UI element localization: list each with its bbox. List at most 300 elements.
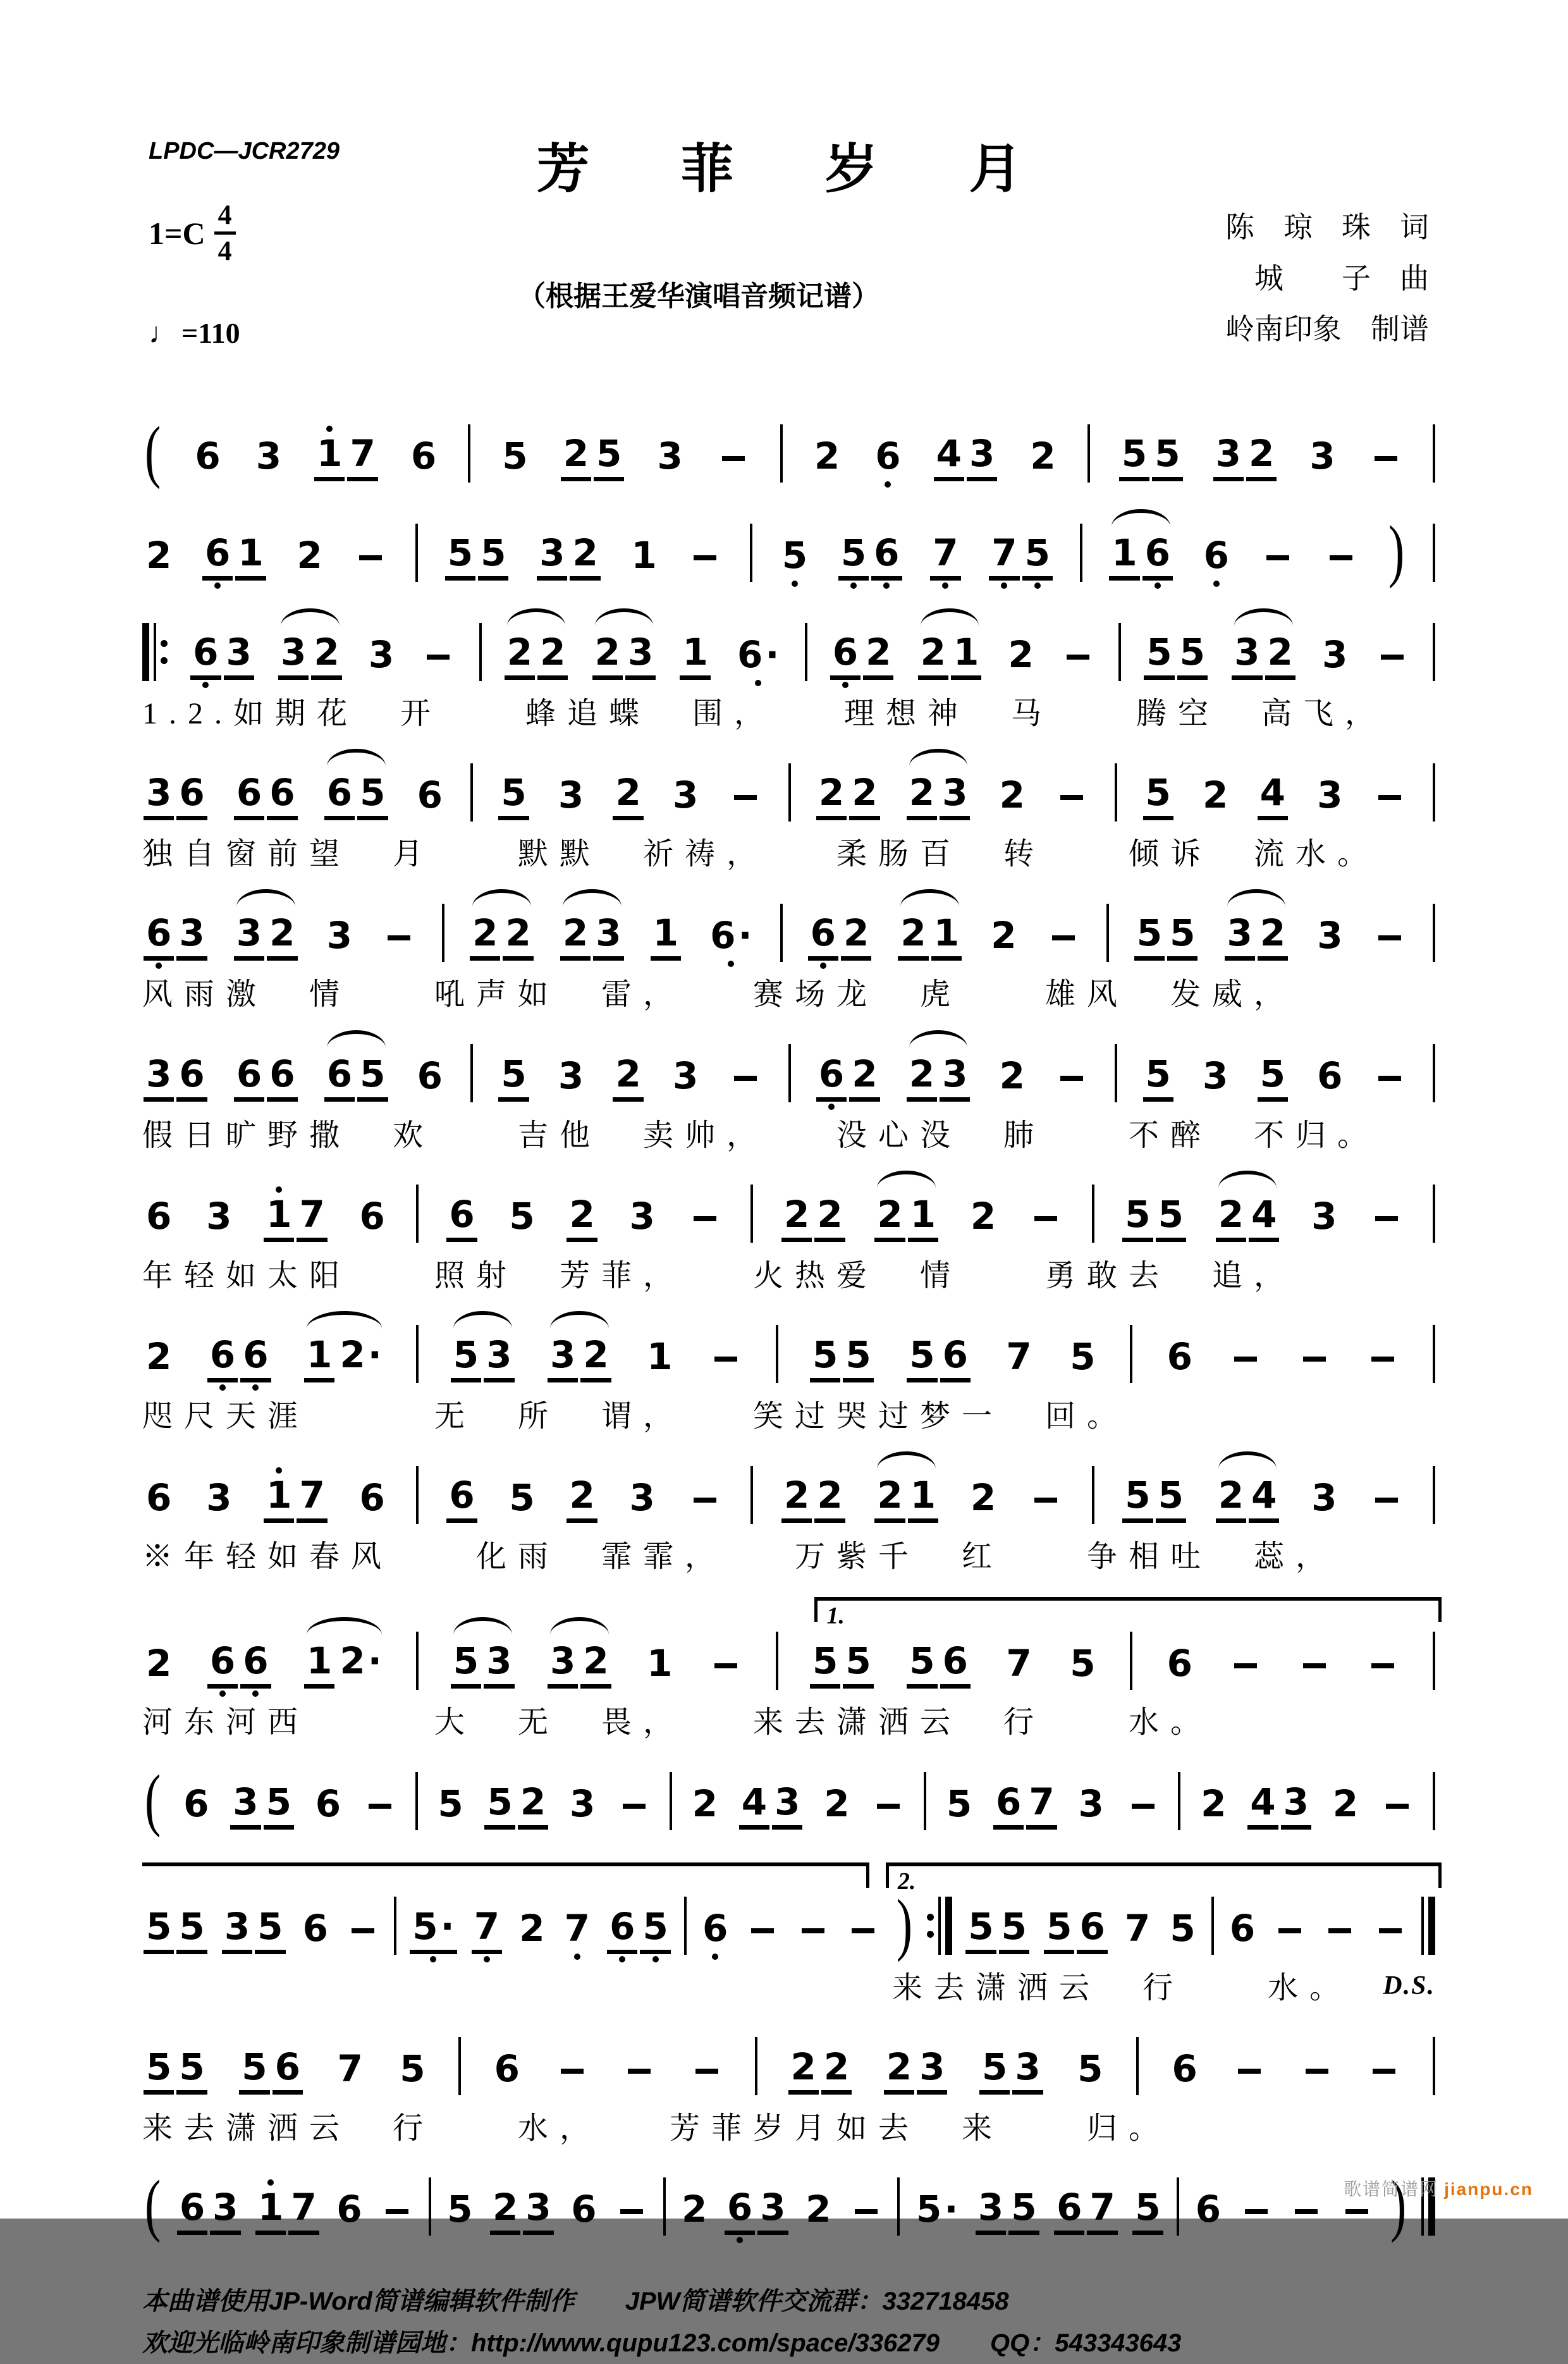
note	[593, 903, 623, 971]
octave-dot-below-icon	[619, 1956, 625, 1962]
slurred-note-group	[591, 608, 658, 690]
note	[907, 763, 937, 830]
note-digit: 5	[1143, 773, 1173, 820]
note-digit: 3	[230, 1782, 260, 1830]
note-digit: 5	[1156, 1195, 1186, 1242]
dash-icon	[1060, 1076, 1083, 1081]
note-group	[1308, 1173, 1340, 1250]
note	[570, 523, 600, 591]
lyrics-line: 假日旷野撒 欢 吉他 卖帅， 没心没 肺 不醉 不归。	[142, 1118, 1380, 1152]
note-digit: 5	[843, 1335, 873, 1382]
note-group	[505, 1454, 538, 1531]
note-digit: 5	[144, 2047, 174, 2095]
slurred-note-group	[917, 608, 983, 690]
note	[700, 1899, 730, 1962]
note-group	[626, 1454, 659, 1531]
octave-dot-below-icon	[828, 1104, 835, 1110]
note-digit: 6	[571, 2188, 597, 2231]
note-digit: 5	[1258, 1054, 1288, 1102]
barline-icon	[1433, 524, 1435, 582]
barline-icon	[470, 1044, 473, 1102]
note-group	[567, 2165, 600, 2243]
octave-dot-below-icon	[202, 682, 209, 688]
dash-group	[688, 2041, 726, 2086]
barline-icon	[1130, 1325, 1132, 1383]
octave-dot-below-icon	[1001, 582, 1007, 589]
note-digit: 1	[631, 533, 657, 577]
note-group	[987, 892, 1020, 969]
dash-group	[707, 1635, 745, 1681]
note-group	[678, 2165, 711, 2243]
note	[446, 1465, 477, 1533]
music-system	[142, 1171, 1435, 1293]
note	[445, 523, 475, 591]
note	[1122, 1465, 1153, 1533]
note	[1067, 1634, 1098, 1697]
note-digit: 4	[934, 434, 964, 481]
time-numerator: 4	[214, 201, 236, 235]
slurred-note-group	[303, 1311, 386, 1393]
slurred-note-group	[1108, 509, 1174, 591]
note	[1247, 1772, 1278, 1840]
note-group	[1306, 412, 1338, 489]
note	[415, 765, 445, 828]
dash-icon	[1379, 1928, 1402, 1933]
note-group	[434, 1760, 467, 1837]
note	[505, 622, 535, 690]
note	[968, 1468, 998, 1531]
note	[451, 1325, 481, 1393]
note-digit: 5	[1008, 2188, 1039, 2235]
barline-icon	[788, 1044, 791, 1102]
score-footer	[142, 2281, 1435, 2364]
note	[1198, 1774, 1228, 1837]
note	[334, 2039, 365, 2102]
note-group	[293, 512, 326, 589]
rest-dash	[554, 2055, 590, 2086]
note	[484, 1631, 514, 1699]
note-group	[1199, 1032, 1232, 1109]
note-group	[1074, 1760, 1107, 1837]
note-digit: 3	[1317, 913, 1343, 957]
note-group	[202, 1454, 235, 1531]
note-digit: 3	[144, 1054, 174, 1102]
note	[470, 903, 500, 971]
slurred-note-group	[503, 608, 570, 690]
note	[548, 1325, 578, 1393]
dash-group	[1027, 1470, 1065, 1515]
note-digit: 6	[146, 1475, 172, 1519]
note-digit: 2	[1216, 1195, 1246, 1242]
rest-dash	[1228, 1649, 1263, 1681]
note-digit: 6	[240, 1335, 271, 1382]
note	[357, 763, 388, 830]
note-group	[1066, 1313, 1099, 1390]
note-group	[1074, 2025, 1106, 2102]
dash-icon	[386, 2209, 408, 2214]
note	[914, 2179, 960, 2243]
note-digit: 5	[502, 434, 528, 477]
note-digit: 2	[146, 1335, 172, 1379]
rest-dash	[1232, 2055, 1267, 2086]
note	[523, 2177, 553, 2245]
note-group	[1226, 1885, 1259, 1962]
note-group	[323, 892, 356, 969]
dash-icon	[734, 795, 757, 800]
note-digit: 1	[647, 1335, 673, 1379]
note-digit: 5	[357, 773, 388, 820]
note-digit: 2	[1216, 1475, 1246, 1523]
note	[1067, 1327, 1098, 1390]
note-digit: 6	[1167, 1335, 1192, 1379]
note	[294, 526, 324, 589]
dash-icon	[1371, 1357, 1394, 1362]
rest-dash	[1375, 641, 1410, 672]
volta-label: 2.	[897, 1868, 916, 1895]
note-digit: 6 ·	[737, 632, 780, 676]
dash-icon	[1234, 1357, 1257, 1362]
note-group	[313, 410, 379, 491]
note-digit: 2	[874, 1475, 905, 1523]
note	[654, 426, 685, 489]
barline-icon	[1087, 424, 1090, 483]
barline-icon	[470, 763, 473, 822]
octave-dot-below-icon	[755, 680, 761, 686]
note-digit: 3	[558, 773, 584, 816]
note-digit: 6	[830, 632, 861, 680]
note-digit: 3	[1311, 1475, 1337, 1519]
note-digit: 2	[490, 2188, 520, 2235]
repeat-dots-icon	[161, 640, 168, 664]
note	[1177, 622, 1208, 690]
dash-group	[1364, 1329, 1402, 1374]
note-digit: 1	[1109, 533, 1139, 581]
paren-close: )	[896, 1885, 913, 1963]
note-digit: 3	[537, 533, 567, 581]
note	[204, 1468, 234, 1531]
note-group	[1142, 1030, 1175, 1112]
note-digit: 7	[1006, 1335, 1032, 1379]
note-group	[536, 509, 602, 591]
note-digit: 6	[190, 632, 221, 680]
note-group	[964, 1883, 1031, 1964]
note-group	[1066, 1620, 1099, 1697]
dash-group	[686, 1470, 724, 1515]
note	[940, 1325, 971, 1393]
barline-thin	[938, 1897, 941, 1955]
note-group	[229, 1758, 295, 1840]
composer-credit: 城 子 曲	[1254, 262, 1429, 295]
credits-block	[1225, 202, 1429, 355]
note-digit: 3	[548, 1641, 578, 1689]
slurred-note-group	[323, 1030, 389, 1112]
note-digit: 6	[446, 1195, 477, 1242]
note-digit: 2	[863, 632, 893, 680]
dash-group	[620, 2041, 658, 2086]
note-group	[505, 1173, 538, 1250]
note	[176, 1897, 207, 1964]
note	[1122, 1899, 1153, 1962]
rest-dash	[1372, 781, 1407, 813]
note-digit: 6	[725, 2188, 755, 2235]
slurred-note-group	[1215, 1171, 1281, 1252]
dash-group	[380, 908, 418, 953]
note-digit: 5	[478, 533, 508, 581]
note	[830, 622, 861, 690]
note-digit: 6	[940, 1641, 971, 1689]
rest-dash	[1297, 1343, 1332, 1374]
octave-dot-below-icon	[156, 963, 162, 969]
note	[594, 424, 624, 491]
note-digit: 2	[1201, 1782, 1227, 1825]
note-digit: 2	[580, 1335, 611, 1382]
note-digit: 3	[757, 2188, 788, 2235]
dash-icon	[694, 555, 716, 560]
note-digit: 5	[1170, 1907, 1196, 1950]
note	[1314, 1046, 1345, 1109]
rest-dash	[1322, 1914, 1357, 1946]
note-digit: 2	[907, 1054, 937, 1102]
barline-icon	[416, 1466, 419, 1524]
barline-thin	[1421, 1897, 1424, 1955]
note	[451, 1631, 481, 1699]
note	[918, 622, 948, 690]
note-group	[1131, 2164, 1164, 2245]
note-group	[142, 1030, 209, 1112]
notes-line	[142, 1171, 1435, 1252]
music-system	[142, 509, 1435, 591]
note-group	[445, 1451, 478, 1533]
note-group	[180, 1760, 212, 1837]
note	[204, 1186, 234, 1250]
dash-group	[1271, 1900, 1309, 1946]
note	[965, 1897, 996, 1964]
note-digit: 5	[357, 1054, 388, 1102]
note	[324, 1044, 355, 1112]
note	[498, 763, 529, 830]
dash-group	[1373, 627, 1411, 672]
barline-icon	[1433, 1466, 1435, 1524]
note-group	[933, 410, 999, 491]
note-digit: 2	[999, 773, 1025, 816]
note-digit: 7	[564, 1907, 591, 1950]
note-digit: 6	[177, 2188, 207, 2235]
note	[1134, 903, 1165, 971]
note-digit: 6	[410, 434, 437, 477]
note-digit: 5	[447, 2188, 473, 2231]
note-digit: 3	[967, 434, 997, 481]
barline-icon	[780, 424, 783, 483]
note-group	[611, 749, 644, 830]
note-group	[566, 1760, 599, 1837]
note-group	[413, 751, 446, 828]
note	[1200, 1046, 1230, 1109]
note-digit: 2	[311, 632, 341, 680]
note-digit: 5	[640, 1907, 670, 1954]
barline-icon	[1433, 2037, 1435, 2095]
dash-group	[686, 527, 724, 573]
octave-dot-below-icon	[942, 582, 948, 589]
note	[273, 2037, 303, 2105]
note-group	[1308, 1454, 1340, 1531]
note-digit: 5	[1122, 1195, 1153, 1242]
note	[288, 2177, 319, 2245]
note	[1075, 2039, 1105, 2102]
rest-dash	[353, 541, 388, 573]
dash-group	[1371, 1900, 1409, 1946]
note-digit: 2	[884, 2047, 914, 2095]
note-group	[815, 749, 881, 830]
note-digit: 5 ·	[410, 1907, 456, 1954]
note	[898, 903, 928, 971]
note-digit: 1	[304, 1335, 334, 1382]
note-digit: 5	[451, 1335, 481, 1382]
note	[517, 1899, 547, 1962]
note-group	[561, 1885, 594, 1962]
octave-dot-above-icon	[326, 426, 333, 432]
note-digit: 2	[561, 434, 591, 481]
octave-dot-below-icon	[820, 963, 826, 969]
rest-dash	[708, 1649, 744, 1681]
note-group	[1163, 1620, 1196, 1697]
dash-icon	[1373, 2069, 1395, 2074]
note-digit: 5	[509, 1475, 535, 1519]
note-digit: 7	[1124, 1907, 1151, 1950]
note-digit: 5	[907, 1335, 937, 1382]
note-digit: 2	[537, 632, 568, 680]
barline-icon	[1178, 1772, 1180, 1830]
dash-group	[686, 1188, 724, 1234]
lyrics-line: 1.2.如期花 开 蜂追蝶 围， 理想神 马 腾空 高飞，	[142, 697, 1387, 730]
barline-icon	[897, 2177, 900, 2236]
music-system	[142, 1758, 1435, 1840]
octave-dot-below-icon	[252, 1384, 259, 1391]
note-group	[142, 889, 209, 971]
note	[1143, 1044, 1173, 1112]
note-group	[142, 1173, 175, 1250]
note	[873, 426, 903, 489]
note-digit: 3	[206, 1195, 232, 1238]
rest-dash	[379, 2195, 415, 2227]
note-digit: 6	[1317, 1054, 1343, 1098]
note-digit: 2	[613, 1054, 643, 1102]
rest-dash	[687, 1202, 723, 1234]
dash-icon	[1034, 1216, 1057, 1221]
note	[230, 1772, 260, 1840]
octave-dot-below-icon	[842, 682, 848, 688]
music-system	[142, 2164, 1435, 2245]
time-signature	[214, 201, 236, 265]
note	[357, 1468, 388, 1531]
rest-dash	[728, 1062, 763, 1093]
note-digit: 2	[849, 1054, 879, 1102]
note-digit: 2	[849, 773, 879, 820]
note	[1281, 1772, 1311, 1840]
note	[234, 903, 264, 971]
note	[1054, 2177, 1084, 2245]
note-group	[333, 2165, 365, 2243]
note	[1258, 763, 1288, 830]
note	[627, 1468, 658, 1531]
note-group	[871, 412, 904, 489]
dash-icon	[561, 2069, 584, 2074]
note-digit: 2	[613, 773, 643, 820]
note-group	[649, 889, 682, 971]
barline-icon	[416, 1632, 419, 1690]
note	[264, 1465, 294, 1533]
note	[908, 1185, 938, 1252]
note	[207, 1325, 238, 1393]
note-group	[233, 749, 299, 830]
rest-dash	[848, 2195, 884, 2227]
note-group	[1121, 1451, 1187, 1533]
note-group	[780, 1451, 847, 1533]
note	[181, 1774, 211, 1837]
page-content	[142, 126, 1435, 2364]
note	[625, 622, 656, 690]
dash-group	[1053, 767, 1091, 813]
notes-line	[142, 2023, 1435, 2105]
score-body	[142, 410, 1435, 2245]
note-digit: 5	[255, 1907, 285, 1954]
octave-dot-below-icon	[1213, 581, 1220, 587]
note	[503, 903, 533, 971]
note-group	[820, 1760, 853, 1837]
note-digit: 3	[629, 1475, 655, 1519]
note	[838, 523, 869, 591]
note-group	[738, 1758, 804, 1840]
note-digit: 2	[146, 533, 172, 577]
note-group	[1133, 889, 1199, 971]
barline-icon	[442, 904, 444, 962]
note	[1165, 1634, 1195, 1697]
note-group	[1212, 410, 1278, 491]
note	[1265, 622, 1295, 690]
note-digit: 2	[1246, 434, 1277, 481]
note-digit: 5	[498, 773, 529, 820]
note-digit: 5	[1070, 1641, 1096, 1685]
dash-icon	[1278, 1928, 1301, 1933]
note	[567, 1465, 597, 1533]
barline-icon	[684, 1897, 687, 1955]
note-digit: 5	[810, 1335, 840, 1382]
note-digit: 3	[917, 2047, 947, 2095]
note-digit: 5	[1022, 533, 1053, 581]
barline-icon	[670, 1772, 672, 1830]
note	[415, 1046, 445, 1109]
slurred-note-group	[277, 608, 343, 690]
note-digit: 2	[824, 1782, 850, 1825]
note-group	[643, 1620, 676, 1697]
note-group	[1166, 1885, 1199, 1962]
note-group	[1192, 2165, 1225, 2243]
lyrics-line: 年轻如太阳 照射 芳菲， 火热爱 情 勇敢去 追，	[142, 1259, 1296, 1293]
note	[176, 903, 207, 971]
rest-dash	[871, 1790, 906, 1821]
octave-dot-below-icon	[652, 1956, 659, 1962]
rest-dash	[616, 1790, 652, 1821]
note	[297, 1185, 327, 1252]
note-group	[778, 512, 811, 589]
note-digit: 2	[841, 913, 871, 961]
note	[607, 1897, 637, 1964]
note	[1003, 1634, 1034, 1697]
note-group	[1313, 751, 1346, 828]
lyrics-line: ※年轻如春风 化雨 霏霏， 万紫千 红 争相吐 蕊，	[142, 1540, 1338, 1574]
note-digit: 6	[1195, 2188, 1222, 2231]
note-digit: 7	[288, 2188, 319, 2235]
note	[240, 1325, 271, 1393]
